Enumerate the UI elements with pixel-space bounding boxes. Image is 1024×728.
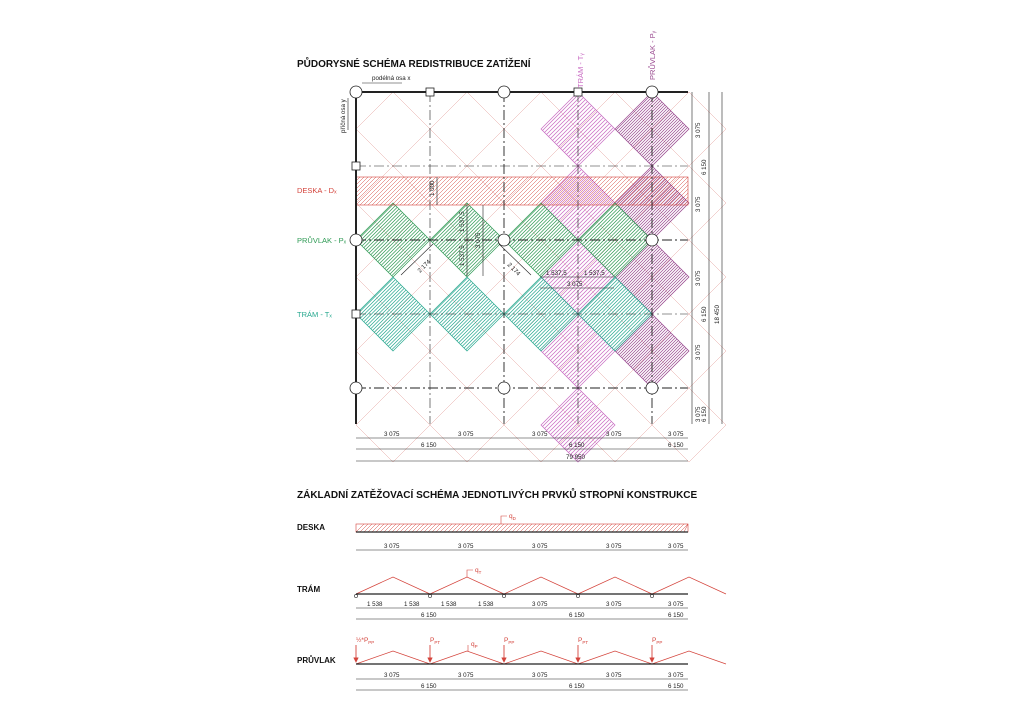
rdim2-3: 6 150 <box>701 406 708 422</box>
pruvlak-triangle <box>430 651 504 664</box>
svg-text:3 075: 3 075 <box>668 543 684 550</box>
deska-hatch-line <box>452 524 460 532</box>
svg-text:3 075: 3 075 <box>668 601 684 608</box>
bdim2-3: 6 150 <box>668 442 684 449</box>
deska-hatch-line <box>376 524 384 532</box>
deska-hatch-line <box>396 524 404 532</box>
svg-text:3 075: 3 075 <box>384 672 400 679</box>
deska-hatch-line <box>660 524 668 532</box>
pruvlak-ppp-label-1: $P_{PP}$ <box>504 637 515 645</box>
deska-hatch-line <box>520 524 528 532</box>
dim-1537-b: 1 537,5 <box>459 245 466 266</box>
deska-hatch-line <box>644 524 652 532</box>
deska-hatch-line <box>680 524 688 532</box>
deska-hatch-line <box>532 524 540 532</box>
deska-hatch-line <box>440 524 448 532</box>
deska-hatch-line <box>436 524 444 532</box>
svg-text:1 538: 1 538 <box>404 601 420 608</box>
dim-2174-b: 2 174 <box>505 261 522 278</box>
schemes-title: ZÁKLADNÍ ZATĚŽOVACÍ SCHÉMA JEDNOTLIVÝCH PRVKŮ STROPNÍ KONSTRUKCE <box>297 490 698 501</box>
deska-hatch-line <box>380 524 388 532</box>
label-deska: DESKA - Dₓ <box>297 186 337 195</box>
plan-title: PŮDORYSNÉ SCHÉMA REDISTRIBUCE ZATÍŽENÍ <box>297 59 531 70</box>
column-circle <box>646 86 658 98</box>
deska-hatch-line <box>512 524 520 532</box>
deska-hatch-line <box>364 524 372 532</box>
deska-hatch-line <box>536 524 544 532</box>
deska-hatch-line <box>600 524 608 532</box>
pruvlak-ppp-label-2: $P_{PP}$ <box>652 637 663 645</box>
deska-load-label: $q_D$ <box>509 513 516 521</box>
svg-text:1 538: 1 538 <box>367 601 383 608</box>
tram-label: TRÁM <box>297 585 321 594</box>
deska-hatch-line <box>428 524 436 532</box>
bdim-1: 3 075 <box>384 431 400 438</box>
deska-beam <box>356 513 688 550</box>
top-label-tram: TRÁM - Tᵧ <box>576 53 585 88</box>
deska-hatch-line <box>556 524 564 532</box>
deska-hatch-line <box>480 524 488 532</box>
deska-hatch-line <box>616 524 624 532</box>
column-circle <box>350 382 362 394</box>
deska-hatch-line <box>508 524 516 532</box>
deska-hatch-line <box>656 524 664 532</box>
deska-hatch-line <box>444 524 452 532</box>
column-circle <box>350 234 362 246</box>
deska-hatch-line <box>416 524 424 532</box>
rdim-1: 3 075 <box>695 122 702 138</box>
deska-hatch-line <box>460 524 468 532</box>
svg-text:3 075: 3 075 <box>668 672 684 679</box>
deska-hatch-line <box>456 524 464 532</box>
bdim-total: 79 950 <box>566 454 585 461</box>
deska-hatch-line <box>676 524 684 532</box>
deska-hatch-line <box>632 524 640 532</box>
svg-text:3 075: 3 075 <box>532 543 548 550</box>
svg-text:6 150: 6 150 <box>421 612 437 619</box>
deska-hatch-line <box>560 524 568 532</box>
deska-hatch-line <box>552 524 560 532</box>
deska-hatch-line <box>604 524 612 532</box>
deska-hatch-line <box>484 524 492 532</box>
deska-hatch-line <box>504 524 512 532</box>
svg-text:3 075: 3 075 <box>458 672 474 679</box>
deska-hatch-line <box>500 524 508 532</box>
deska-hatch-line <box>420 524 428 532</box>
column-circle <box>498 86 510 98</box>
deska-hatch-line <box>608 524 616 532</box>
svg-text:3 075: 3 075 <box>532 601 548 608</box>
label-pruvlak: PRŮVLAK - Pₓ <box>297 236 347 245</box>
deska-hatch-line <box>636 524 644 532</box>
column-circle <box>498 382 510 394</box>
column-square <box>574 88 582 96</box>
column-square <box>352 310 360 318</box>
deska-hatch-line <box>476 524 484 532</box>
column-circle <box>646 234 658 246</box>
rdim2-2: 6 150 <box>701 306 708 322</box>
axis-y-label: příčná osa y <box>340 99 347 133</box>
pruvlak-ppt-label: $P_{PT}$ <box>430 637 441 645</box>
bdim-5: 3 075 <box>668 431 684 438</box>
deska-hatch-line <box>516 524 524 532</box>
column-circle <box>646 382 658 394</box>
svg-text:3 075: 3 075 <box>384 543 400 550</box>
column-circle <box>498 234 510 246</box>
pruvlak-triangle <box>504 651 578 664</box>
svg-text:6 150: 6 150 <box>421 683 437 690</box>
deska-hatch-line <box>404 524 412 532</box>
deska-hatch-line <box>612 524 620 532</box>
deska-hatch-line <box>564 524 572 532</box>
deska-hatch-line <box>496 524 504 532</box>
deska-hatch-line <box>432 524 440 532</box>
dim-1537-a: 1 537,5 <box>459 211 466 232</box>
svg-text:1 538: 1 538 <box>441 601 457 608</box>
pruvlak-qp-label: $q_P$ <box>471 641 478 649</box>
deska-hatch-line <box>620 524 628 532</box>
svg-text:3 075: 3 075 <box>606 672 622 679</box>
tram-triangle <box>430 577 504 594</box>
bdim2-1: 6 150 <box>421 442 437 449</box>
tram-triangle <box>504 577 578 594</box>
deska-hatch-line <box>648 524 656 532</box>
deska-hatch-line <box>624 524 632 532</box>
deska-hatch-line <box>596 524 604 532</box>
rdim-4: 3 075 <box>695 344 702 360</box>
bottom-dimensions <box>356 431 688 461</box>
svg-text:6 150: 6 150 <box>668 612 684 619</box>
deska-hatch-line <box>640 524 648 532</box>
rdim-5: 3 075 <box>695 406 702 422</box>
deska-hatch-line <box>492 524 500 532</box>
bdim-4: 3 075 <box>606 431 622 438</box>
deska-hatch-line <box>652 524 660 532</box>
rdim-3: 3 075 <box>695 270 702 286</box>
bdim2-2: 6 150 <box>569 442 585 449</box>
deska-hatch-line <box>392 524 400 532</box>
deska-hatch-line <box>584 524 592 532</box>
svg-text:3 075: 3 075 <box>606 601 622 608</box>
dim-h-1537-a: 1 537,5 <box>546 270 567 277</box>
pruvlak-beam <box>356 636 726 690</box>
deska-hatch-line <box>628 524 636 532</box>
deska-hatch-line <box>524 524 532 532</box>
deska-hatch-line <box>684 524 688 532</box>
deska-hatch-line <box>356 524 364 532</box>
bdim-3: 3 075 <box>532 431 548 438</box>
load-hatching <box>282 92 762 462</box>
deska-label: DESKA <box>297 523 326 532</box>
deska-hatch-line <box>468 524 476 532</box>
svg-text:6 150: 6 150 <box>569 683 585 690</box>
svg-text:6 150: 6 150 <box>569 612 585 619</box>
deska-hatch-line <box>412 524 420 532</box>
deska-hatch-line <box>408 524 416 532</box>
dim-3075-v: 3 075 <box>475 232 482 248</box>
svg-text:3 075: 3 075 <box>532 672 548 679</box>
rdim-2: 3 075 <box>695 196 702 212</box>
pruvlak-label: PRŮVLAK <box>297 656 336 665</box>
deska-hatch-line <box>592 524 600 532</box>
deska-hatch-line <box>360 524 368 532</box>
pruvlak-triangle <box>652 651 726 664</box>
deska-hatch-line <box>424 524 432 532</box>
deska-hatch-line <box>544 524 552 532</box>
svg-text:6 150: 6 150 <box>668 683 684 690</box>
deska-hatch-line <box>464 524 472 532</box>
deska-hatch-line <box>572 524 580 532</box>
deska-hatch-line <box>576 524 584 532</box>
svg-text:1 538: 1 538 <box>478 601 494 608</box>
tram-triangle <box>578 577 652 594</box>
tram-triangle <box>652 577 726 594</box>
svg-text:3 075: 3 075 <box>606 543 622 550</box>
column-square <box>352 162 360 170</box>
pruvlak-triangle <box>578 651 652 664</box>
svg-text:3 075: 3 075 <box>458 543 474 550</box>
dim-2174-a: 2 174 <box>416 258 433 275</box>
plan-layer <box>282 86 762 462</box>
deska-hatch-line <box>388 524 396 532</box>
deska-hatch-line <box>384 524 392 532</box>
deska-hatch-line <box>580 524 588 532</box>
rdim-total: 18 450 <box>714 305 721 324</box>
deska-hatch-line <box>448 524 456 532</box>
deska-hatch-line <box>668 524 676 532</box>
label-tram: TRÁM - Tₓ <box>297 310 332 319</box>
deska-hatch-line <box>400 524 408 532</box>
column-square <box>426 88 434 96</box>
rdim2-1: 6 150 <box>701 159 708 175</box>
deska-hatch-line <box>672 524 680 532</box>
deska-hatch-line <box>488 524 496 532</box>
pruvlak-ppt-label-2: $P_{PT}$ <box>578 637 589 645</box>
deska-hatch-line <box>664 524 672 532</box>
deska-hatch-line <box>568 524 576 532</box>
dim-1000: 1 000 <box>429 180 436 196</box>
pruvlak-first-load: $\frac{1}{2}*P_{PP}$ <box>356 637 375 645</box>
tram-beam <box>354 567 726 619</box>
dim-h-3075: 3 075 <box>567 281 583 288</box>
tram-triangle <box>356 577 430 594</box>
deska-hatch-line <box>372 524 380 532</box>
deska-hatch-line <box>548 524 556 532</box>
top-label-pruvlak: PRŮVLAK - Pᵧ <box>648 30 657 80</box>
deska-hatch-line <box>368 524 376 532</box>
deska-hatch-line <box>588 524 596 532</box>
axis-x-label: podélná osa x <box>372 75 411 82</box>
deska-hatch-line <box>528 524 536 532</box>
dim-h-1537-b: 1 537,5 <box>584 270 605 277</box>
column-circle <box>350 86 362 98</box>
tram-load-label: $q_T$ <box>475 567 482 575</box>
deska-hatch-line <box>540 524 548 532</box>
deska-hatch-line <box>472 524 480 532</box>
pruvlak-triangle <box>356 651 430 664</box>
bdim-2: 3 075 <box>458 431 474 438</box>
